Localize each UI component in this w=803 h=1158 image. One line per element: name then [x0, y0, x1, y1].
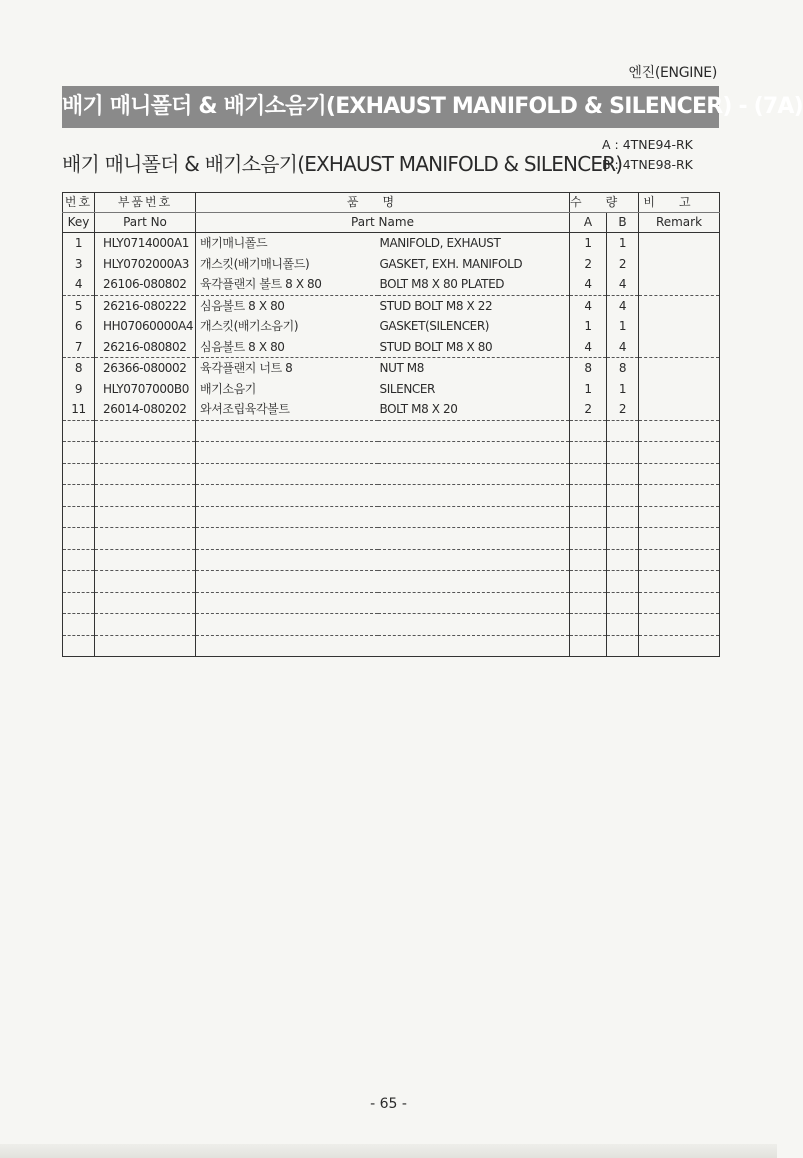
table-row [63, 233, 720, 254]
table-row [63, 358, 720, 379]
header-qty-a: A [570, 213, 607, 233]
cell-qty-b: 2 [607, 254, 639, 275]
cell-qty-a: 4 [570, 274, 607, 295]
cell-part-no: 26014-080202 [95, 399, 196, 420]
cell-name-kr: 개스킷(배기매니폴드) [196, 254, 378, 275]
empty-row-group [63, 506, 720, 528]
cell-remark [639, 399, 720, 420]
cell-key: 3 [63, 254, 95, 275]
cell-qty-a: 1 [570, 379, 607, 400]
cell-remark [639, 337, 720, 358]
table-row [63, 316, 720, 337]
cell-key: 5 [63, 295, 95, 316]
page-number: - 65 - [370, 1096, 407, 1112]
cell-name-en: BOLT M8 X 20 [378, 399, 570, 420]
header-qty-kr: 수량 [570, 193, 639, 213]
cell-name-en: SILENCER [378, 379, 570, 400]
model-b-label: B : 4TNE98-RK [602, 157, 693, 172]
empty-row-group [63, 635, 720, 657]
cell-name-kr: 개스킷(배기소음기) [196, 316, 378, 337]
cell-remark [639, 358, 720, 379]
empty-row-group [63, 592, 720, 614]
cell-key: 6 [63, 316, 95, 337]
empty-row-group [63, 485, 720, 507]
cell-name-en: GASKET(SILENCER) [378, 316, 570, 337]
cell-part-no: HH07060000A4 [95, 316, 196, 337]
header-key-kr: 번호 [63, 193, 95, 213]
cell-key: 11 [63, 399, 95, 420]
empty-row-group [63, 528, 720, 550]
cell-qty-a: 1 [570, 233, 607, 254]
cell-remark [639, 274, 720, 295]
cell-qty-a: 4 [570, 337, 607, 358]
cell-name-kr: 육각플랜지 볼트 8 X 80 [196, 274, 378, 295]
cell-name-kr: 와셔조립육각볼트 [196, 399, 378, 420]
empty-row-group [63, 571, 720, 593]
cell-name-en: STUD BOLT M8 X 22 [378, 295, 570, 316]
cell-name-kr: 배기소음기 [196, 379, 378, 400]
cell-qty-b: 8 [607, 358, 639, 379]
cell-key: 1 [63, 233, 95, 254]
cell-key: 7 [63, 337, 95, 358]
cell-key: 8 [63, 358, 95, 379]
header-remark-en: Remark [639, 213, 720, 233]
page-subtitle: 배기 매니폴더 & 배기소음기(EXHAUST MANIFOLD & SILENCER) [62, 152, 623, 176]
header-name-kr: 품명 [196, 193, 570, 213]
cell-qty-b: 1 [607, 379, 639, 400]
section-label: 엔진(ENGINE) [628, 65, 717, 81]
table-row [63, 274, 720, 295]
cell-part-no: 26366-080002 [95, 358, 196, 379]
cell-name-en: BOLT M8 X 80 PLATED [378, 274, 570, 295]
header-qty-b: B [607, 213, 639, 233]
cell-name-kr: 심음볼트 8 X 80 [196, 337, 378, 358]
page-title-banner: 배기 매니폴더 & 배기소음기(EXHAUST MANIFOLD & SILENCER) - (7A) [62, 86, 719, 128]
cell-name-kr: 배기매니폴드 [196, 233, 378, 254]
page-edge [0, 1144, 777, 1158]
cell-qty-a: 8 [570, 358, 607, 379]
cell-qty-b: 1 [607, 316, 639, 337]
table-row [63, 295, 720, 316]
cell-part-no: HLY0714000A1 [95, 233, 196, 254]
table-row [63, 254, 720, 275]
model-a-label: A : 4TNE94-RK [602, 137, 693, 152]
empty-row-group [63, 614, 720, 636]
cell-key: 4 [63, 274, 95, 295]
cell-remark [639, 233, 720, 254]
header-key-en: Key [63, 213, 95, 233]
table-row [63, 379, 720, 400]
cell-key: 9 [63, 379, 95, 400]
cell-qty-a: 4 [570, 295, 607, 316]
empty-row-group [63, 442, 720, 464]
cell-name-en: MANIFOLD, EXHAUST [378, 233, 570, 254]
cell-name-en: STUD BOLT M8 X 80 [378, 337, 570, 358]
header-remark-kr: 비고 [639, 193, 720, 213]
cell-qty-b: 4 [607, 295, 639, 316]
cell-part-no: 26106-080802 [95, 274, 196, 295]
cell-qty-b: 1 [607, 233, 639, 254]
header-name-en: Part Name [196, 213, 570, 233]
cell-remark [639, 316, 720, 337]
cell-qty-a: 2 [570, 399, 607, 420]
cell-qty-b: 2 [607, 399, 639, 420]
cell-remark [639, 254, 720, 275]
table-row [63, 399, 720, 420]
cell-name-en: NUT M8 [378, 358, 570, 379]
cell-qty-a: 1 [570, 316, 607, 337]
parts-table [62, 192, 720, 657]
empty-row-group [63, 549, 720, 571]
empty-row-group [63, 463, 720, 485]
cell-part-no: 26216-080802 [95, 337, 196, 358]
cell-qty-b: 4 [607, 274, 639, 295]
table-row [63, 337, 720, 358]
cell-name-kr: 육각플랜지 너트 8 [196, 358, 378, 379]
cell-qty-a: 2 [570, 254, 607, 275]
cell-part-no: HLY0707000B0 [95, 379, 196, 400]
cell-remark [639, 379, 720, 400]
header-partno-en: Part No [95, 213, 196, 233]
cell-part-no: HLY0702000A3 [95, 254, 196, 275]
cell-qty-b: 4 [607, 337, 639, 358]
cell-part-no: 26216-080222 [95, 295, 196, 316]
header-row-english [63, 213, 720, 233]
cell-name-kr: 심음볼트 8 X 80 [196, 295, 378, 316]
header-partno-kr: 부품번호 [95, 193, 196, 213]
cell-name-en: GASKET, EXH. MANIFOLD [378, 254, 570, 275]
empty-row-group [63, 420, 720, 442]
cell-remark [639, 295, 720, 316]
header-row-korean [63, 193, 720, 213]
